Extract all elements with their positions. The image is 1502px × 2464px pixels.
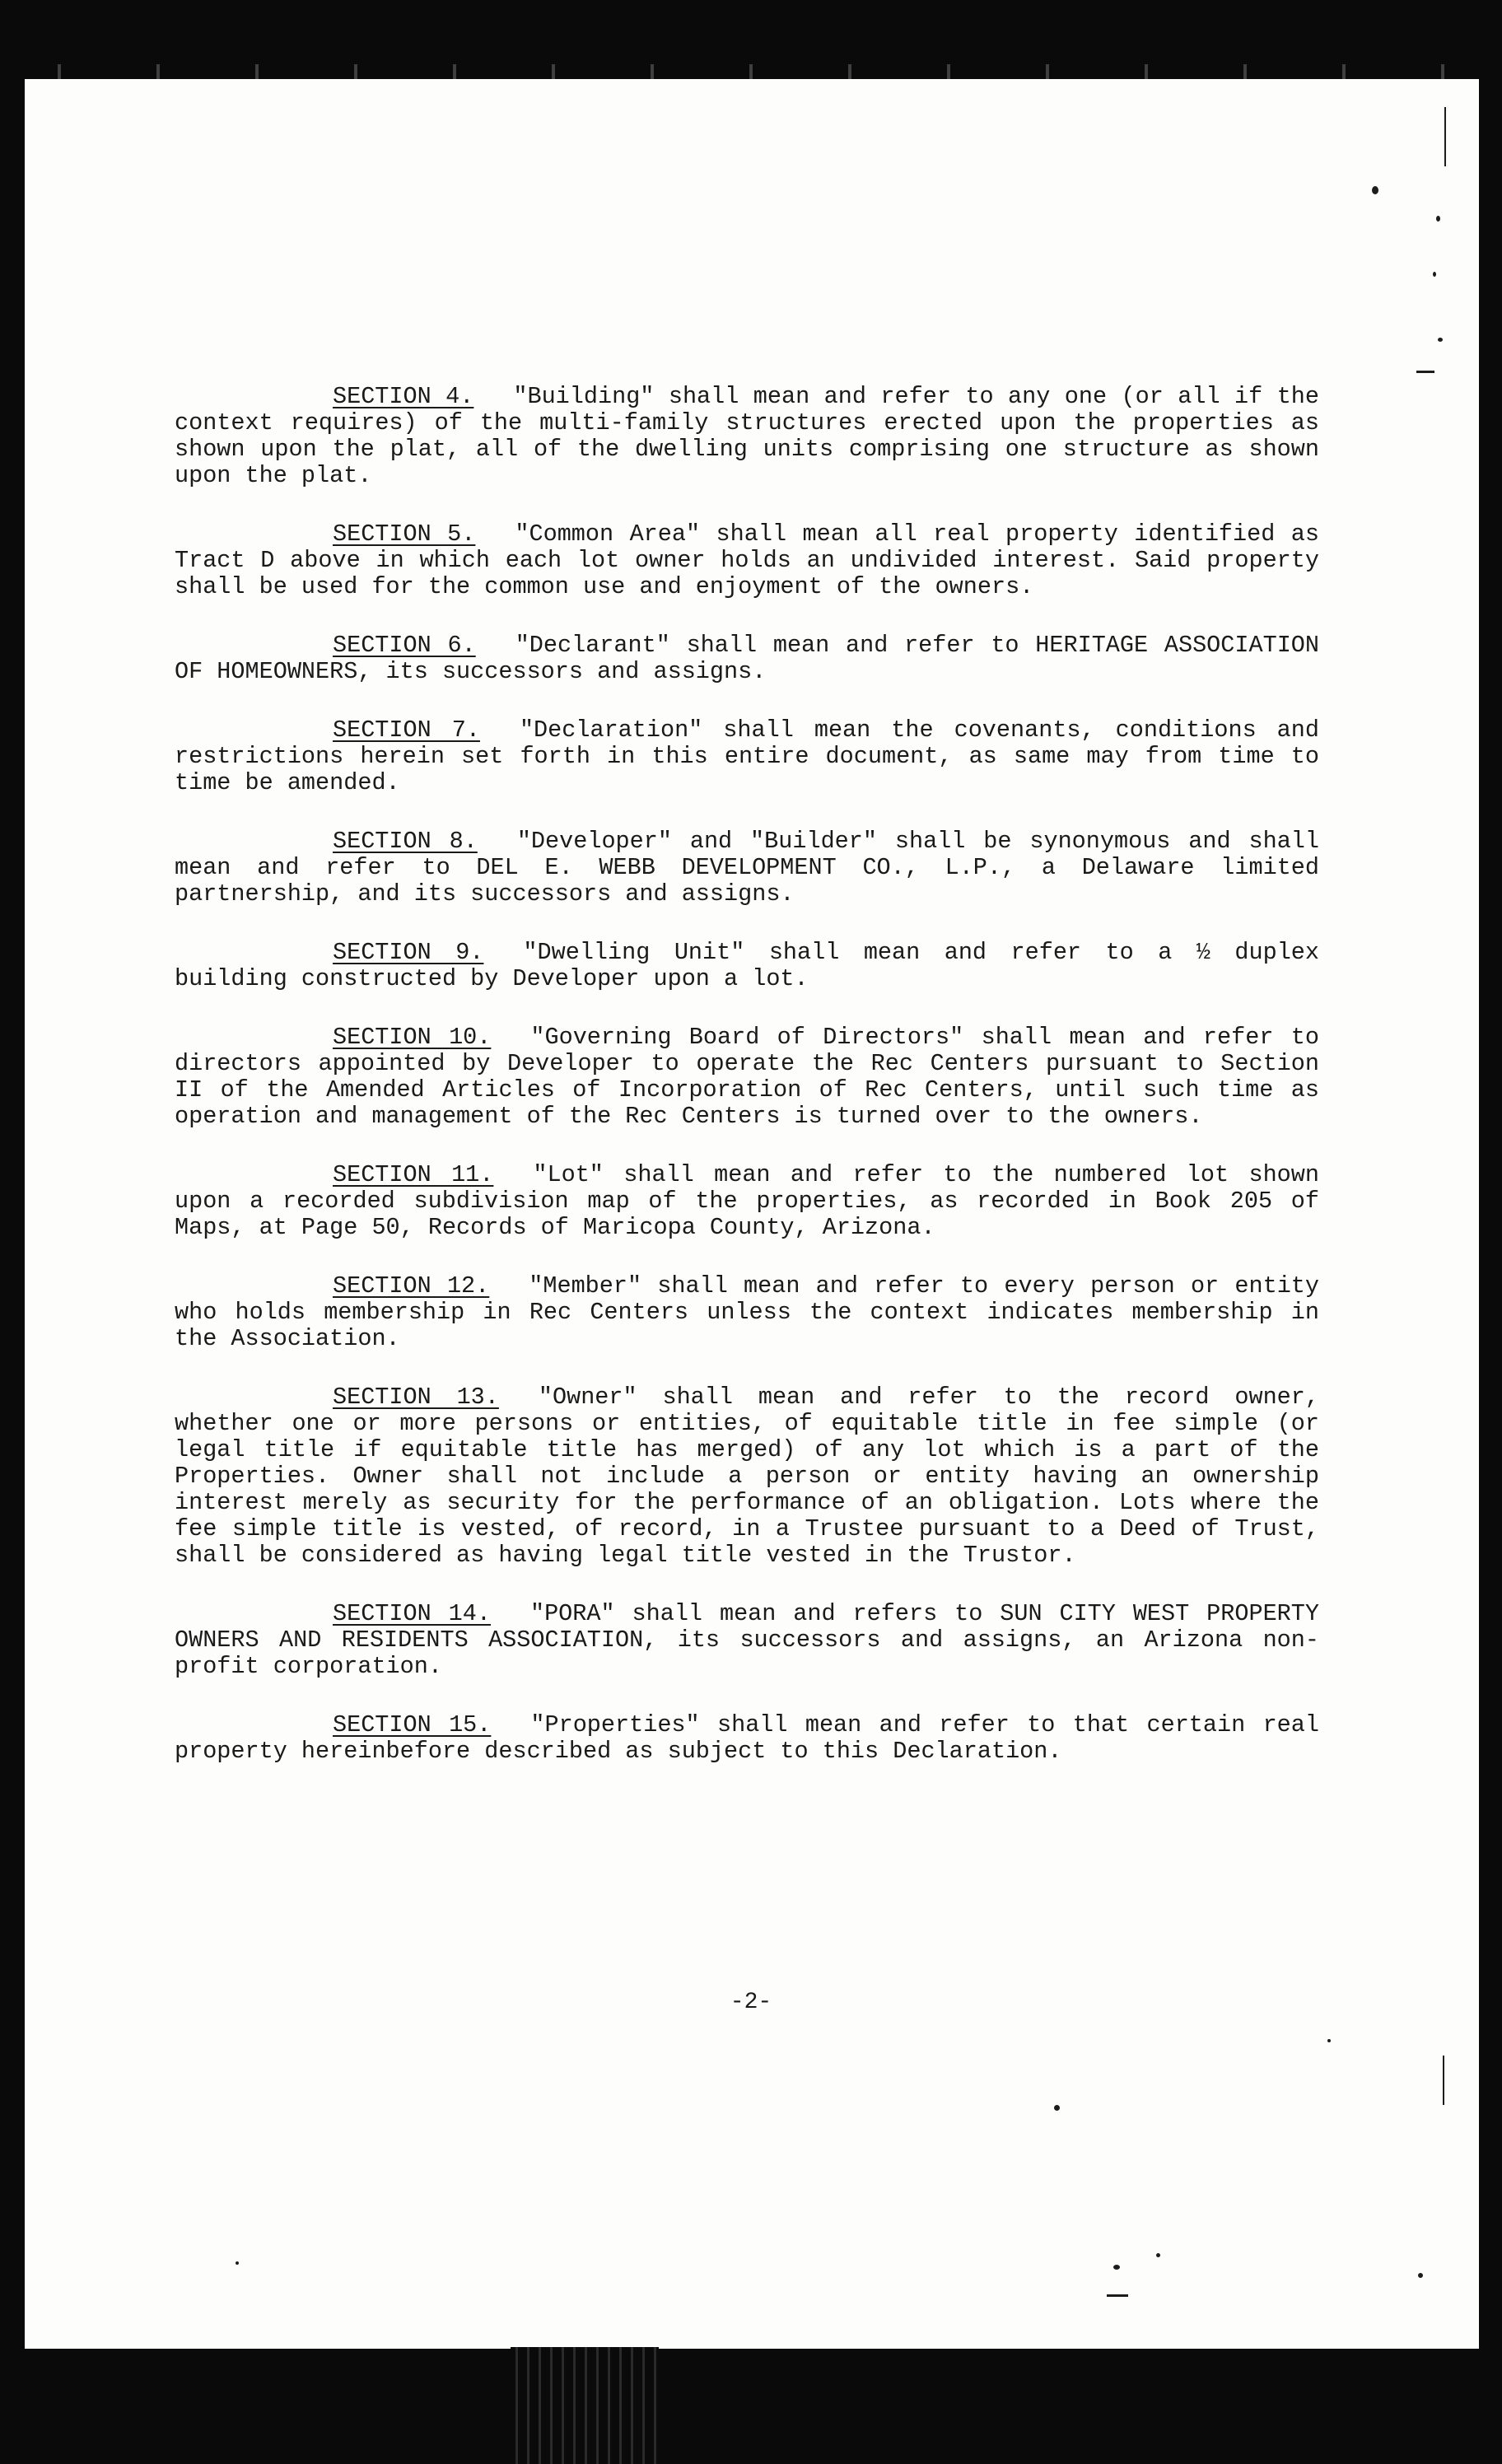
scan-bottom-edge	[511, 2347, 659, 2464]
section-14	[175, 1601, 1319, 1680]
section-heading: SECTION 12.	[333, 1272, 490, 1300]
section-heading: SECTION 4.	[333, 383, 474, 410]
section-11	[175, 1162, 1319, 1241]
section-4	[175, 384, 1319, 489]
section-text: "Dwelling Unit" shall mean and refer to a ½ duplex building constructed by Developer upon a lot.	[175, 939, 1320, 992]
section-text: "Declarant" shall mean and refer to HERITAGE ASSOCIATION OF HOMEOWNERS, its successors and assigns.	[175, 632, 1319, 685]
scan-speck	[1327, 2039, 1331, 2042]
scan-speck	[1372, 186, 1378, 194]
section-text: "Lot" shall mean and refer to the numbered lot shown upon a recorded subdivision map of the properties, as recorded in Book 205 of Maps, at Page 50, Records of Maricopa County, Arizona.	[175, 1161, 1319, 1241]
section-5	[175, 521, 1319, 600]
scan-speck	[236, 2261, 239, 2265]
section-10	[175, 1024, 1319, 1130]
document-body	[175, 384, 1319, 1797]
section-12	[175, 1273, 1319, 1352]
section-text: "Properties" shall mean and refer to that certain real property hereinbefore described as subject to this Declaration.	[175, 1711, 1319, 1765]
scan-speck	[1156, 2253, 1160, 2257]
scan-edge-mark	[1444, 107, 1446, 166]
section-text: "Governing Board of Directors" shall mean and refer to directors appointed by Developer to operate the Rec Centers pursuant to Section II of the Amended Articles of Incorporation of Rec Centers, until such time as operation and management of the Rec Centers is turned over to the owners.	[175, 1024, 1319, 1130]
section-text: "Developer" and "Builder" shall be synonymous and shall mean and refer to DEL E. WEBB DEVELOPMENT CO., L.P., a Delaware limited partnership, and its successors and assigns.	[175, 828, 1320, 908]
section-8	[175, 828, 1319, 908]
section-heading: SECTION 14.	[333, 1600, 491, 1627]
section-15	[175, 1712, 1319, 1765]
scan-speck	[1433, 272, 1436, 277]
page-number: -2-	[730, 1990, 772, 2015]
section-text: "Owner" shall mean and refer to the record owner, whether one or more persons or entities, of equitable title in fee simple (or legal title if equitable title has merged) of any lot which is a part of the Properties. Owner shall not include a person or entity having an ownership interest merely as security for the performance of an obligation. Lots where the fee simple title is vested, of record, in a Trustee pursuant to a Deed of Trust, shall be considered as having legal title vested in the Trustor.	[175, 1384, 1319, 1569]
scan-speck	[1054, 2105, 1060, 2111]
section-6	[175, 632, 1319, 685]
section-7	[175, 717, 1319, 796]
section-heading: SECTION 13.	[333, 1384, 499, 1411]
section-heading: SECTION 15.	[333, 1711, 492, 1738]
section-heading: SECTION 5.	[333, 520, 476, 548]
scan-speck	[1113, 2265, 1120, 2270]
section-heading: SECTION 8.	[333, 828, 478, 855]
scan-edge-mark	[1416, 371, 1434, 373]
section-heading: SECTION 11.	[333, 1161, 494, 1188]
scan-speck	[1436, 216, 1440, 222]
scan-speck	[1418, 2273, 1423, 2278]
section-9	[175, 940, 1319, 992]
scan-speck	[1438, 338, 1443, 342]
section-heading: SECTION 10.	[333, 1024, 492, 1051]
scan-edge-mark	[1107, 2294, 1128, 2297]
section-heading: SECTION 6.	[333, 632, 476, 659]
section-text: "Common Area" shall mean all real property identified as Tract D above in which each lot owner holds an undivided interest. Said property shall be used for the common use and enjoyment of the owners.	[175, 520, 1319, 600]
section-text: "Member" shall mean and refer to every person or entity who holds membership in Rec Centers unless the context indicates membership in the Association.	[175, 1272, 1320, 1352]
section-text: "Declaration" shall mean the covenants, conditions and restrictions herein set forth in this entire document, as same may from time to time be amended.	[175, 716, 1319, 796]
section-text: "PORA" shall mean and refers to SUN CITY WEST PROPERTY OWNERS AND RESIDENTS ASSOCIATION, its successors and assigns, an Arizona non-profit corporation.	[175, 1600, 1319, 1680]
section-heading: SECTION 7.	[333, 716, 480, 744]
section-13	[175, 1384, 1319, 1569]
section-heading: SECTION 9.	[333, 939, 484, 966]
scan-edge-mark	[1443, 2056, 1444, 2105]
section-text: "Building" shall mean and refer to any one (or all if the context requires) of the multi-family structures erected upon the properties as shown upon the plat, all of the dwelling units comprising one structure as shown upon the plat.	[175, 383, 1320, 489]
